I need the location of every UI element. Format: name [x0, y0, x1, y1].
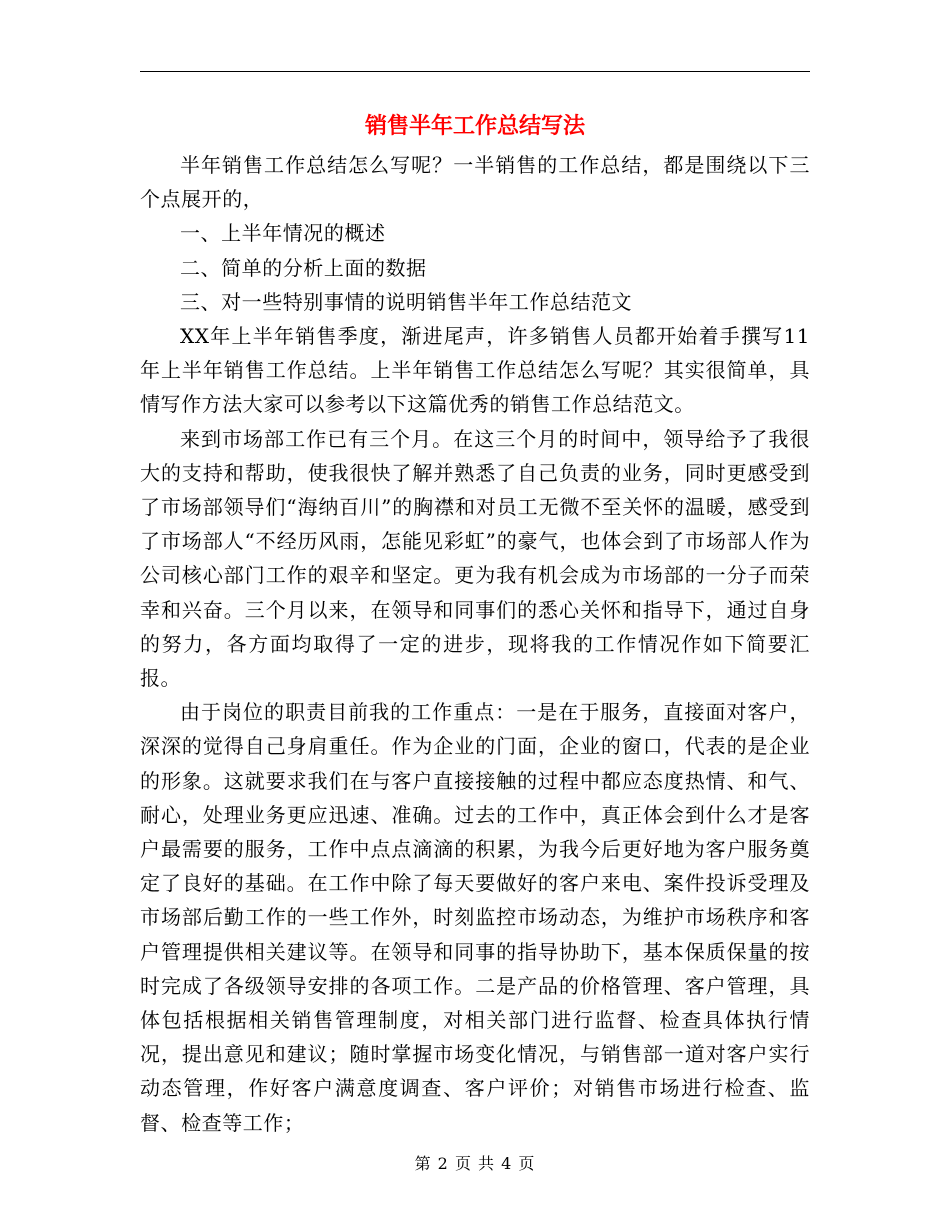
header-rule: [140, 71, 810, 72]
body-paragraph-experience: 来到市场部工作已有三个月。在这三个月的时间中，领导给予了我很大的支持和帮助，使我很快了解并熟悉了自己负责的业务，同时更感受到了市场部领导们“海纳百川”的胸襟和对员工无微不至关怀的温暖，感受到了市场部人“不经历风雨，怎能见彩虹”的豪气，也体会到了市场部人作为公司核心部门工作的艰辛和坚定。更为我有机会成为市场部的一分子而荣幸和兴奋。三个月以来，在领导和同事们的悉心关怀和指导下，通过自身的努力，各方面均取得了一定的进步，现将我的工作情况作如下简要汇报。: [140, 426, 810, 691]
intro-paragraph: 半年销售工作总结怎么写呢？一半销售的工作总结，都是围绕以下三个点展开的，: [140, 153, 810, 212]
outline-item-1: 一、上半年情况的概述: [180, 221, 386, 246]
outline-item-3: 三、对一些特别事情的说明销售半年工作总结范文: [180, 289, 633, 314]
page-number-footer: 第 2 页 共 4 页: [414, 1154, 536, 1173]
background-paragraph: XX年上半年销售季度，渐进尾声，许多销售人员都开始着手撰写11年上半年销售工作总结。上半年销售工作总结怎么写呢？其实很简单，具情写作方法大家可以参考以下这篇优秀的销售工作总结范文。: [140, 324, 810, 417]
document-title: 销售半年工作总结写法: [364, 113, 585, 139]
document-body: [140, 148, 810, 1140]
outline-item-2: 二、简单的分析上面的数据: [180, 255, 427, 280]
body-paragraph-duties: 由于岗位的职责目前我的工作重点：一是在于服务，直接面对客户，深深的觉得自己身肩重任。作为企业的门面，企业的窗口，代表的是企业的形象。这就要求我们在与客户直接接触的过程中都应态度热情、和气、耐心，处理业务更应迅速、准确。过去的工作中，真正体会到什么才是客户最需要的服务，工作中点点滴滴的积累，为我今后更好地为客户服务奠定了良好的基础。在工作中除了每天要做好的客户来电、案件投诉受理及市场部后勤工作的一些工作外，时刻监控市场动态，为维护市场秩序和客户管理提供相关建议等。在领导和同事的指导协助下，基本保质保量的按时完成了各级领导安排的各项工作。二是产品的价格管理、客户管理，具体包括根据相关销售管理制度，对相关部门进行监督、检查具体执行情况，提出意见和建议；随时掌握市场变化情况，与销售部一道对客户实行动态管理，作好客户满意度调查、客户评价；对销售市场进行检查、监督、检查等工作；: [140, 700, 810, 1135]
